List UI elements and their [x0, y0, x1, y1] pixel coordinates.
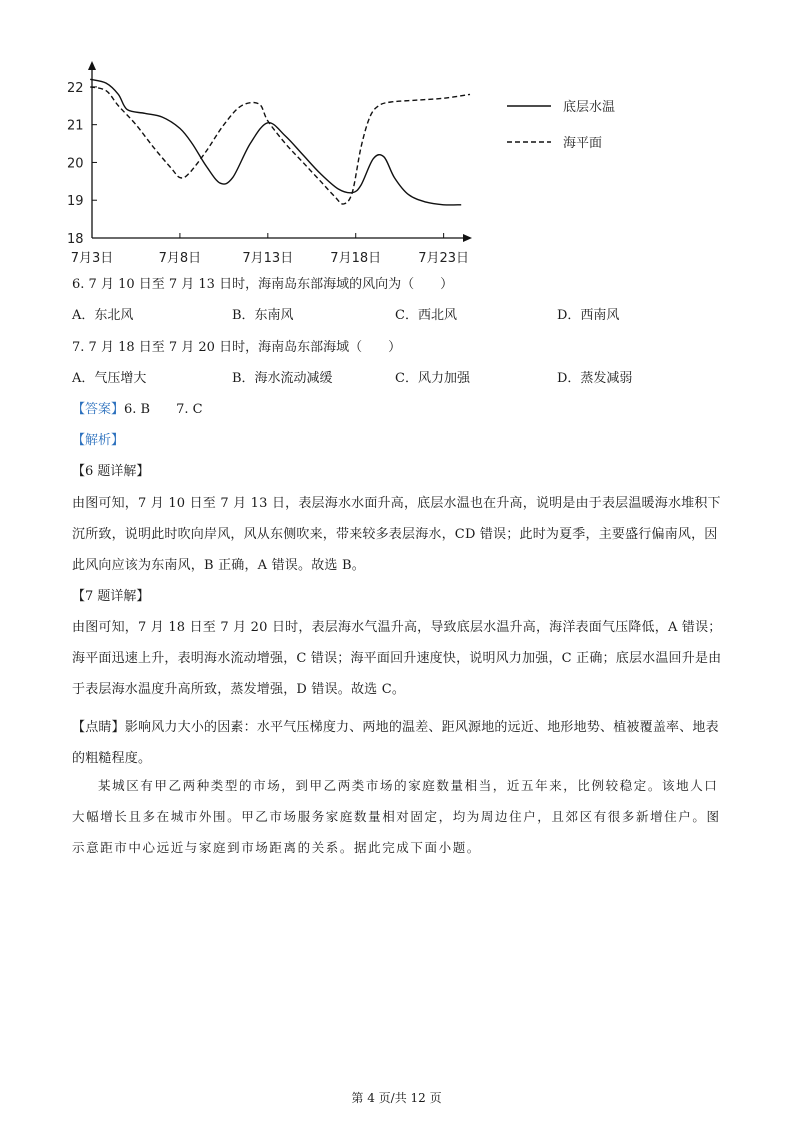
- legend-label: 海平面: [563, 136, 603, 151]
- answer-line: [72, 400, 203, 420]
- x-tick-label: 7月8日: [158, 251, 202, 266]
- y-axis-arrow: [88, 61, 96, 70]
- q6-option-a: A．东北风: [72, 308, 134, 323]
- detail-6-text: 由图可知，7 月 10 日至 7 月 13 日，表层海水水面升高，底层水温也在升高，说明是由于表层温暖海水堆积下沉所致，说明此时吹向岸风，风从东侧吹来，带来较多表层海水，CD 错误；此时为夏季，主要盛行偏南风，因此风向应该为东南风，B 正确，A 错误。故选 B。: [72, 496, 721, 573]
- chart-series: [90, 79, 470, 205]
- x-tick-label: 7月18日: [330, 251, 382, 266]
- y-tick-label: 19: [67, 194, 84, 210]
- page-footer: 第 4 页/共 12 页: [351, 1091, 442, 1105]
- q6-option-d: D．西南风: [557, 308, 620, 323]
- chart-legend: [507, 99, 615, 151]
- y-tick-label: 20: [67, 156, 84, 172]
- q7-option-d: D．蒸发减弱: [557, 371, 633, 386]
- point-tag: 【点睛】: [72, 720, 125, 735]
- point-block: [72, 712, 724, 774]
- q7-option-a: A．气压增大: [72, 371, 147, 386]
- passage-text: 某城区有甲乙两种类型的市场，到甲乙两类市场的家庭数量相当，近五年来，比例较稳定。该地人口大幅增长且多在城市外围。甲乙市场服务家庭数量相对固定，均为周边住户，且郊区有很多新增住户。图示意距市中心远近与家庭到市场距离的关系。据此完成下面小题。: [72, 778, 721, 855]
- q7-option-c: C．风力加强: [395, 371, 470, 386]
- x-tick-label: 7月3日: [70, 251, 114, 266]
- y-tick-label: 21: [67, 118, 84, 134]
- line-chart: [55, 58, 655, 273]
- detail-7-text: 由图可知，7 月 18 日至 7 月 20 日时，表层海水气温升高，导致底层水温升高，海洋表面气压降低，A 错误；海平面迅速上升，表明海水流动增强，C 错误；海平面回升速度快，说明风力加强，C 正确；底层水温回升是由于表层海水温度升高所致，蒸发增强，D 错误。故选 C。: [72, 620, 722, 697]
- q7-option-b: B．海水流动减缓: [232, 371, 333, 386]
- detail-6-tag: 【6 题详解】: [72, 464, 150, 479]
- point-text: 影响风力大小的因素：水平气压梯度力、两地的温差、距风源地的远近、地形地势、植被覆盖率、地表的粗糙程度。: [72, 720, 719, 766]
- x-tick-label: 7月13日: [242, 251, 294, 266]
- analysis-tag: 【解析】: [72, 433, 125, 448]
- x-axis-arrow: [463, 234, 472, 242]
- series-sea-level: [90, 87, 470, 204]
- y-tick-label: 22: [67, 80, 84, 96]
- question-7-stem: 7. 7 月 18 日至 7 月 20 日时，海南岛东部海域（ ）: [72, 340, 402, 355]
- legend-label: 底层水温: [563, 100, 616, 115]
- q6-option-c: C．西北风: [395, 308, 457, 323]
- series-bottom-water-temp: [90, 79, 461, 205]
- y-tick-label: 18: [67, 232, 84, 247]
- question-6-stem: 6. 7 月 10 日至 7 月 13 日时，海南岛东部海域的风向为（ ）: [72, 277, 454, 292]
- answer-text: 6. B 7. C: [124, 402, 203, 417]
- q6-option-b: B．东南风: [232, 308, 294, 323]
- chart-axes: [88, 61, 472, 242]
- answer-tag: 【答案】: [72, 402, 125, 417]
- detail-7-tag: 【7 题详解】: [72, 589, 150, 604]
- x-tick-label: 7月23日: [418, 251, 470, 266]
